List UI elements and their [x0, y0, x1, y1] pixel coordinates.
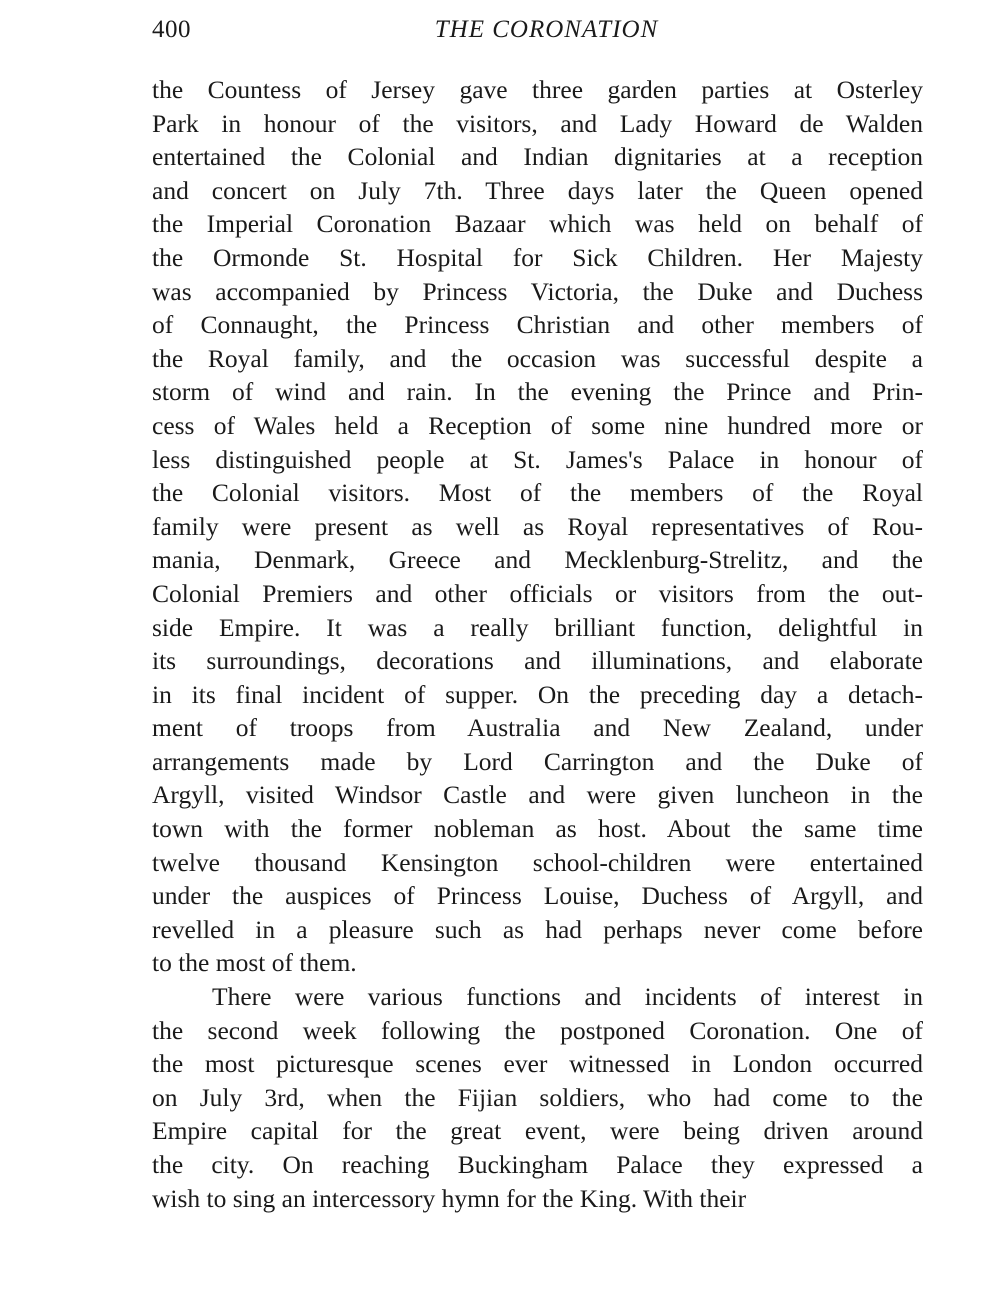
text-line: ment of troops from Australia and New Zealand, under — [152, 713, 923, 743]
text-line: the Colonial visitors. Most of the members of the Royal — [152, 478, 923, 508]
text-line: the Royal family, and the occasion was successful despite a — [152, 343, 923, 373]
text-line: under the auspices of Princess Louise, Duchess of Argyll, and — [152, 881, 923, 911]
text-line: storm of wind and rain. In the evening the Prince and Prin- — [152, 377, 923, 407]
text-line: cess of Wales held a Reception of some nine hundred more or — [152, 410, 923, 440]
body-text — [152, 73, 923, 1215]
text-line: the Ormonde St. Hospital for Sick Children. Her Majesty — [152, 242, 923, 272]
text-line: There were various functions and incidents of interest in — [212, 982, 923, 1012]
text-line: twelve thousand Kensington school-children were entertained — [152, 847, 923, 877]
paragraph — [152, 73, 923, 980]
text-line: on July 3rd, when the Fijian soldiers, who had come to the — [152, 1082, 923, 1112]
text-line: its surroundings, decorations and illuminations, and elaborate — [152, 646, 923, 676]
text-line: to the most of them. — [152, 948, 357, 978]
text-line: less distinguished people at St. James's Palace in honour of — [152, 444, 923, 474]
text-line: was accompanied by Princess Victoria, the Duke and Duchess — [152, 276, 923, 306]
running-title: THE CORONATION — [434, 16, 659, 43]
paragraph — [152, 980, 923, 1215]
text-line: town with the former nobleman as host. About the same time — [152, 814, 923, 844]
text-line: arrangements made by Lord Carrington and the Duke of — [152, 746, 923, 776]
text-line: Empire capital for the great event, were being driven around — [152, 1116, 923, 1146]
text-line: the city. On reaching Buckingham Palace they expressed a — [152, 1150, 923, 1179]
text-line: wish to sing an intercessory hymn for the King. With their — [152, 1183, 747, 1213]
text-line: of Connaught, the Princess Christian and other members of — [152, 310, 923, 340]
text-line: revelled in a pleasure such as had perhaps never come before — [152, 914, 923, 944]
text-line: in its final incident of supper. On the preceding day a detach- — [152, 679, 923, 709]
text-line: the Imperial Coronation Bazaar which was held on behalf of — [152, 209, 923, 239]
text-line: and concert on July 7th. Three days later the Queen opened — [152, 175, 923, 205]
text-line: the most picturesque scenes ever witnessed in London occurred — [152, 1049, 923, 1079]
text-line: Argyll, visited Windsor Castle and were given luncheon in the — [152, 780, 923, 810]
text-line: the Countess of Jersey gave three garden parties at Osterley — [152, 75, 923, 104]
text-line: Colonial Premiers and other officials or visitors from the out- — [152, 578, 923, 608]
text-line: the second week following the postponed Coronation. One of — [152, 1015, 923, 1045]
page-number: 400 — [152, 16, 191, 43]
text-line: side Empire. It was a really brilliant function, delightful in — [152, 612, 923, 642]
text-line: entertained the Colonial and Indian dignitaries at a reception — [152, 142, 923, 172]
page-header — [152, 16, 923, 52]
text-line: mania, Denmark, Greece and Mecklenburg-Strelitz, and the — [152, 545, 923, 575]
text-line: family were present as well as Royal representatives of Rou- — [152, 511, 923, 541]
text-line: Park in honour of the visitors, and Lady Howard de Walden — [152, 108, 923, 138]
